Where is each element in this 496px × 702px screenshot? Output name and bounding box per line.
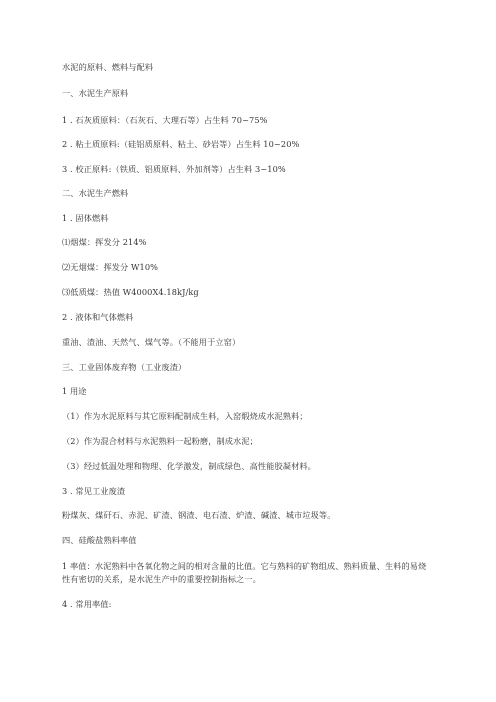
section-3-heading: 三、工业固体废弃物（工业废渣） [62,362,187,372]
waste-subheading-use: 1 用途 [62,386,87,396]
raw-material-item-1: 1 . 石灰质原料：（石灰石、大理石等）占生料 70~75% [62,115,268,125]
ratio-definition: 1 率值：水泥熟料中各氧化物之间的相对含量的比值。它与熟料的矿物组成、熟料质量、生料的易烧性有密切的关系，是水泥生产中的重要控制指标之一。 [62,561,427,584]
fuel-liquid-gas-list: 重油、渣油、天然气、煤气等。（不能用于立窑） [62,337,241,347]
doc-title: 水泥的原料、燃料与配料 [62,62,154,72]
fuel-subheading-solid: 1 . 固体燃料 [62,213,109,223]
waste-use-2: （2）作为混合材料与水泥熟料一起粉磨，制成水泥； [62,436,258,446]
waste-use-1: （1）作为水泥原料与其它原料配制成生料，入窑煅烧成水泥熟料； [62,411,308,421]
waste-subheading-common: 3 . 常见工业废渣 [62,486,126,496]
fuel-subheading-liquid-gas: 2 . 液体和气体燃料 [62,312,134,322]
fuel-anthracite: ⑵无烟煤：挥发分 W10% [62,262,159,272]
raw-material-item-3: 3 . 校正原料:（铁质、铝质原料、外加剂等）占生料 3~10% [62,164,286,174]
raw-material-item-2: 2 . 粘土质原料:（硅铝质原料、粘土、砂岩等）占生料 10~20% [62,139,300,149]
ratio-subheading-common: 4 . 常用率值: [62,599,112,609]
section-4-heading: 四、硅酸盐熟料率值 [62,535,137,545]
fuel-low-grade-coal: ⑶低质煤：热值 W4000X4.18kJ/kg [62,287,199,297]
waste-use-3: （3）经过低温处理和物理、化学激发，制成绿色、高性能胶凝材料。 [62,461,316,471]
section-1-heading: 一、水泥生产原料 [62,88,129,98]
section-2-heading: 二、水泥生产燃料 [62,188,129,198]
waste-common-list: 粉煤灰、煤矸石、赤泥、矿渣、钢渣、电石渣、炉渣、碱渣、城市垃圾等。 [62,510,336,520]
fuel-bituminous-coal: ⑴烟煤：挥发分 214% [62,237,147,247]
